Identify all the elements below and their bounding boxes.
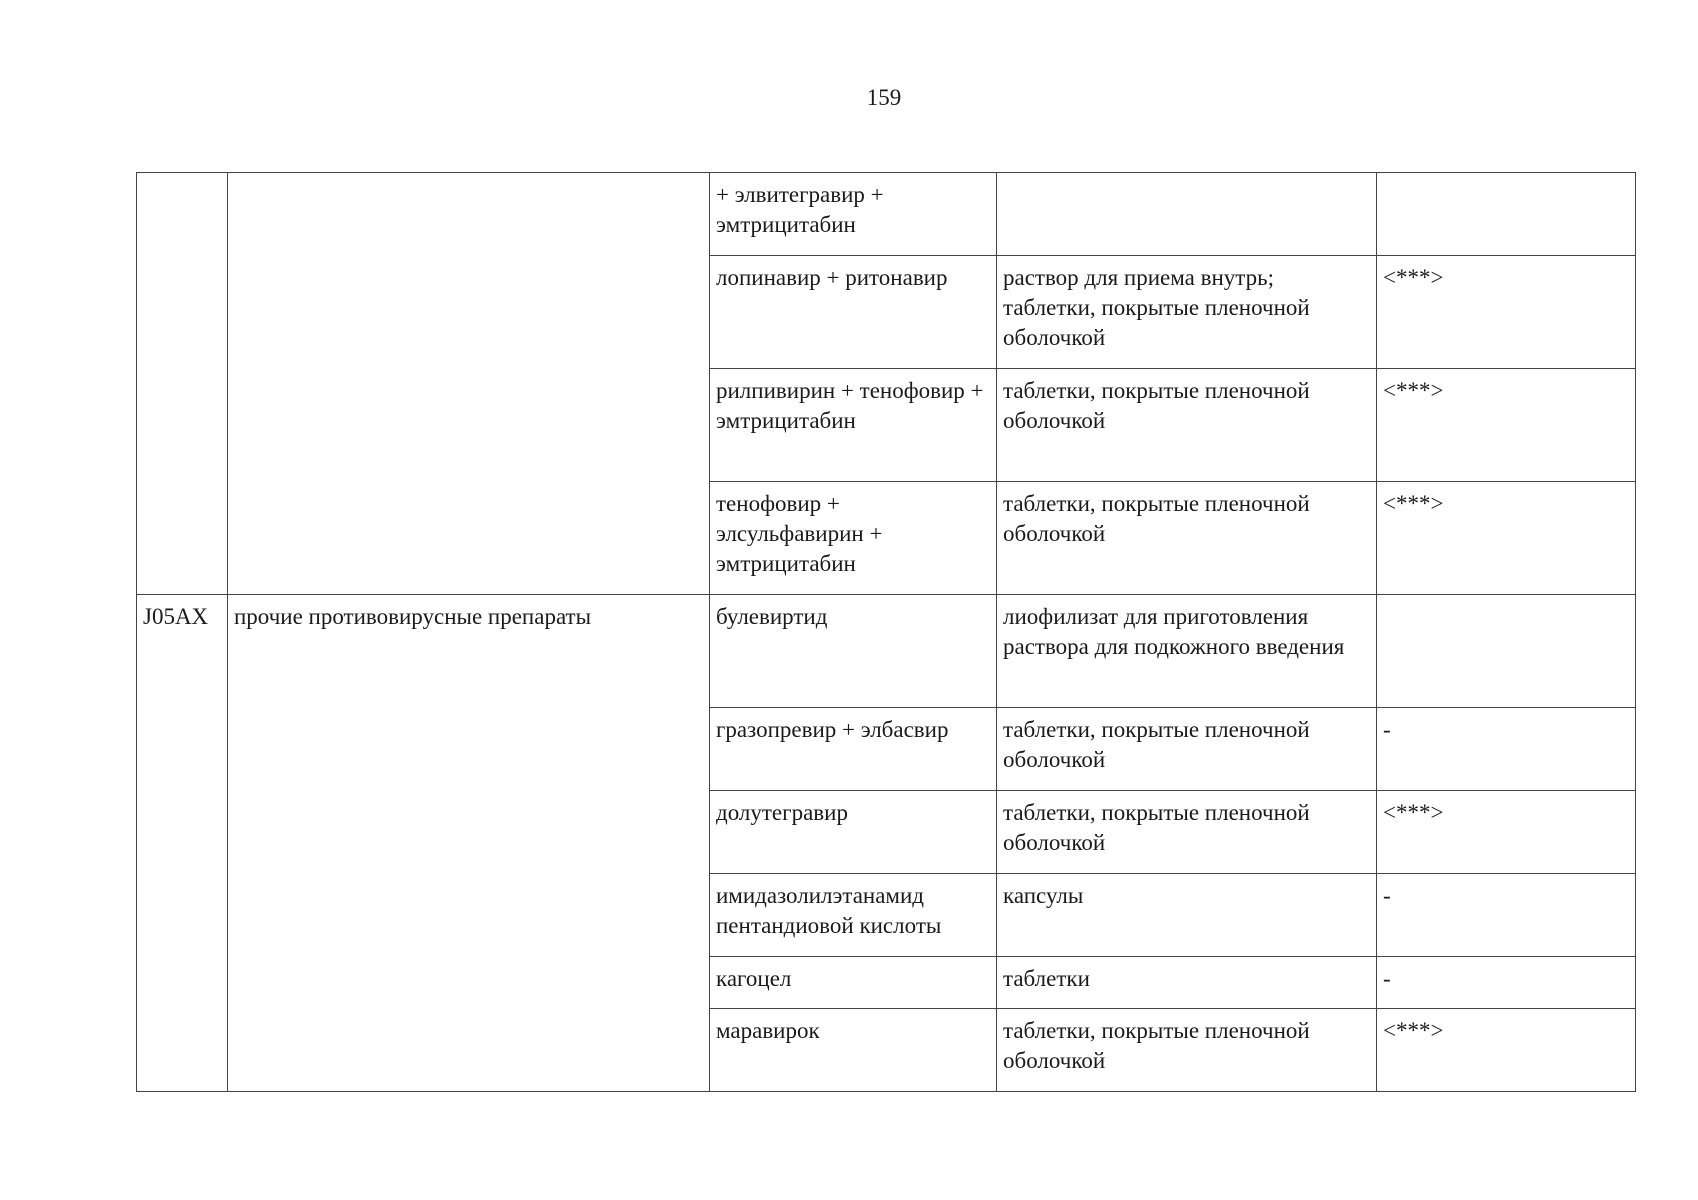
note-cell: <***> — [1377, 791, 1636, 874]
group-name-cell — [228, 173, 710, 595]
drug-list-table — [136, 172, 1636, 1092]
drug-name-cell: лопинавир + ритонавир — [710, 256, 997, 369]
dosage-form-cell: таблетки — [997, 957, 1377, 1009]
table-row — [137, 595, 1636, 708]
dosage-form-cell: раствор для приема внутрь; таблетки, покрытые пленочной оболочкой — [997, 256, 1377, 369]
note-cell: - — [1377, 708, 1636, 791]
note-cell: - — [1377, 957, 1636, 1009]
drug-name-cell: тенофовир + элсульфавирин + эмтрицитабин — [710, 482, 997, 595]
atc-code-cell — [137, 173, 228, 595]
note-cell: <***> — [1377, 369, 1636, 482]
page-number: 159 — [866, 85, 902, 110]
drug-name-cell: долутегравир — [710, 791, 997, 874]
group-name-cell: прочие противовирусные препараты — [228, 595, 710, 1092]
note-cell — [1377, 173, 1636, 256]
note-cell: - — [1377, 874, 1636, 957]
dosage-form-cell — [997, 173, 1377, 256]
dosage-form-cell: таблетки, покрытые пленочной оболочкой — [997, 791, 1377, 874]
dosage-form-cell: лиофилизат для приготовления раствора для подкожного введения — [997, 595, 1377, 708]
dosage-form-cell: капсулы — [997, 874, 1377, 957]
drug-name-cell: имидазолилэтанамид пентандиовой кислоты — [710, 874, 997, 957]
dosage-form-cell: таблетки, покрытые пленочной оболочкой — [997, 482, 1377, 595]
drug-name-cell: булевиртид — [710, 595, 997, 708]
table-row — [137, 173, 1636, 256]
drug-name-cell: гразопревир + элбасвир — [710, 708, 997, 791]
note-cell: <***> — [1377, 256, 1636, 369]
dosage-form-cell: таблетки, покрытые пленочной оболочкой — [997, 369, 1377, 482]
drug-name-cell: + элвитегравир + эмтрицитабин — [710, 173, 997, 256]
note-cell: <***> — [1377, 1009, 1636, 1092]
dosage-form-cell: таблетки, покрытые пленочной оболочкой — [997, 708, 1377, 791]
drug-name-cell: рилпивирин + тенофовир + эмтрицитабин — [710, 369, 997, 482]
note-cell: <***> — [1377, 482, 1636, 595]
drug-name-cell: маравирок — [710, 1009, 997, 1092]
drug-name-cell: кагоцел — [710, 957, 997, 1009]
note-cell — [1377, 595, 1636, 708]
dosage-form-cell: таблетки, покрытые пленочной оболочкой — [997, 1009, 1377, 1092]
atc-code-cell: J05AX — [137, 595, 228, 1092]
